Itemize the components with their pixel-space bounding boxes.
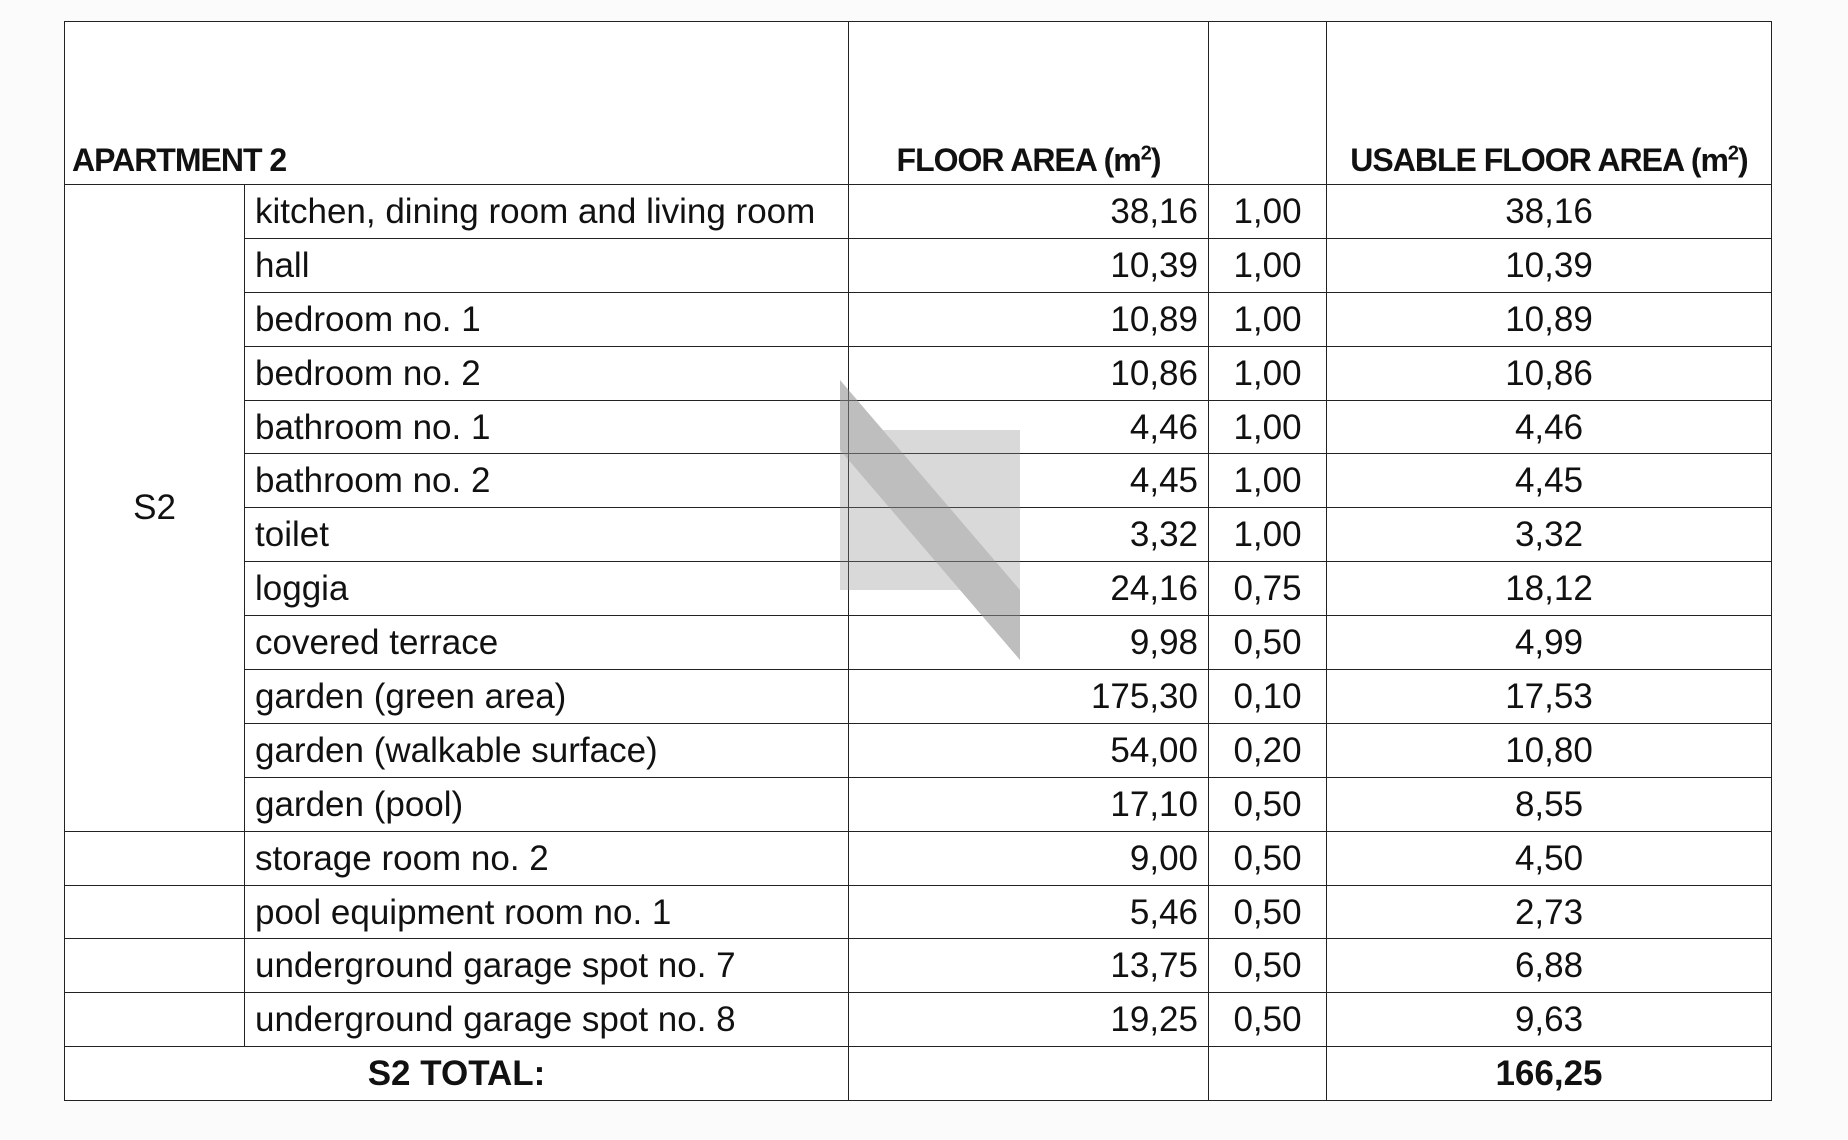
total-usable-value: 166,25	[1327, 1047, 1772, 1101]
coefficient-value: 0,50	[1209, 831, 1327, 885]
empty-group-cell	[65, 831, 245, 885]
table-header-row	[65, 22, 1772, 185]
usable-area-value: 10,89	[1327, 292, 1772, 346]
room-name: loggia	[245, 562, 849, 616]
coefficient-value: 1,00	[1209, 238, 1327, 292]
table-row	[65, 885, 1772, 939]
usable-area-value: 4,45	[1327, 454, 1772, 508]
coefficient-value: 1,00	[1209, 346, 1327, 400]
floor-area-value: 10,39	[849, 238, 1209, 292]
coefficient-value: 0,20	[1209, 723, 1327, 777]
total-floor-empty	[849, 1047, 1209, 1101]
table-row	[65, 777, 1772, 831]
coefficient-value: 0,50	[1209, 993, 1327, 1047]
room-name: kitchen, dining room and living room	[245, 185, 849, 239]
room-name: pool equipment room no. 1	[245, 885, 849, 939]
room-name: toilet	[245, 508, 849, 562]
coefficient-value: 1,00	[1209, 185, 1327, 239]
floor-area-value: 24,16	[849, 562, 1209, 616]
floor-area-value: 19,25	[849, 993, 1209, 1047]
usable-area-value: 4,50	[1327, 831, 1772, 885]
floor-area-value: 10,86	[849, 346, 1209, 400]
coefficient-value: 1,00	[1209, 292, 1327, 346]
floor-area-value: 3,32	[849, 508, 1209, 562]
coefficient-value: 0,75	[1209, 562, 1327, 616]
usable-area-value: 10,86	[1327, 346, 1772, 400]
floor-area-value: 175,30	[849, 670, 1209, 724]
usable-area-value: 38,16	[1327, 185, 1772, 239]
floor-area-value: 5,46	[849, 885, 1209, 939]
room-name: garden (pool)	[245, 777, 849, 831]
usable-area-value: 17,53	[1327, 670, 1772, 724]
room-name: bathroom no. 1	[245, 400, 849, 454]
total-row	[65, 1047, 1772, 1101]
coefficient-value: 0,50	[1209, 885, 1327, 939]
table-row	[65, 508, 1772, 562]
usable-area-value: 4,46	[1327, 400, 1772, 454]
floor-area-value: 13,75	[849, 939, 1209, 993]
table-row	[65, 292, 1772, 346]
table-row	[65, 400, 1772, 454]
usable-area-value: 9,63	[1327, 993, 1772, 1047]
floor-area-value: 54,00	[849, 723, 1209, 777]
table-row	[65, 454, 1772, 508]
empty-group-cell	[65, 993, 245, 1047]
apartment-title: APARTMENT 2	[65, 22, 849, 185]
coefficient-value: 0,50	[1209, 777, 1327, 831]
room-name: bathroom no. 2	[245, 454, 849, 508]
room-name: garden (walkable surface)	[245, 723, 849, 777]
floor-area-value: 9,98	[849, 616, 1209, 670]
usable-area-value: 18,12	[1327, 562, 1772, 616]
empty-group-cell	[65, 885, 245, 939]
room-name: hall	[245, 238, 849, 292]
room-name: covered terrace	[245, 616, 849, 670]
group-label: S2	[65, 185, 245, 832]
table-row	[65, 238, 1772, 292]
room-name: bedroom no. 1	[245, 292, 849, 346]
total-coef-empty	[1209, 1047, 1327, 1101]
coefficient-value: 0,10	[1209, 670, 1327, 724]
table-row	[65, 831, 1772, 885]
apartment-area-table	[64, 21, 1772, 1101]
coefficient-header	[1209, 22, 1327, 185]
table-row	[65, 993, 1772, 1047]
table-row	[65, 346, 1772, 400]
coefficient-value: 0,50	[1209, 939, 1327, 993]
usable-area-value: 4,99	[1327, 616, 1772, 670]
usable-area-value: 2,73	[1327, 885, 1772, 939]
floor-area-value: 10,89	[849, 292, 1209, 346]
table-row	[65, 670, 1772, 724]
coefficient-value: 0,50	[1209, 616, 1327, 670]
total-label: S2 TOTAL:	[65, 1047, 849, 1101]
usable-area-value: 10,80	[1327, 723, 1772, 777]
floor-area-value: 9,00	[849, 831, 1209, 885]
room-name: underground garage spot no. 7	[245, 939, 849, 993]
room-name: garden (green area)	[245, 670, 849, 724]
room-name: storage room no. 2	[245, 831, 849, 885]
coefficient-value: 1,00	[1209, 400, 1327, 454]
floor-area-value: 17,10	[849, 777, 1209, 831]
floor-area-header: FLOOR AREA $(m^2)$	[849, 22, 1209, 185]
room-name: bedroom no. 2	[245, 346, 849, 400]
usable-area-header: USABLE FLOOR AREA $(m^2)$	[1327, 22, 1772, 185]
coefficient-value: 1,00	[1209, 508, 1327, 562]
room-name: underground garage spot no. 8	[245, 993, 849, 1047]
usable-area-value: 3,32	[1327, 508, 1772, 562]
usable-area-value: 6,88	[1327, 939, 1772, 993]
table-row	[65, 562, 1772, 616]
empty-group-cell	[65, 939, 245, 993]
floor-area-value: 4,46	[849, 400, 1209, 454]
usable-area-value: 8,55	[1327, 777, 1772, 831]
floor-area-value: 38,16	[849, 185, 1209, 239]
table-row	[65, 939, 1772, 993]
table-row	[65, 616, 1772, 670]
usable-area-value: 10,39	[1327, 238, 1772, 292]
floor-area-value: 4,45	[849, 454, 1209, 508]
table-row	[65, 185, 1772, 239]
coefficient-value: 1,00	[1209, 454, 1327, 508]
table-row	[65, 723, 1772, 777]
